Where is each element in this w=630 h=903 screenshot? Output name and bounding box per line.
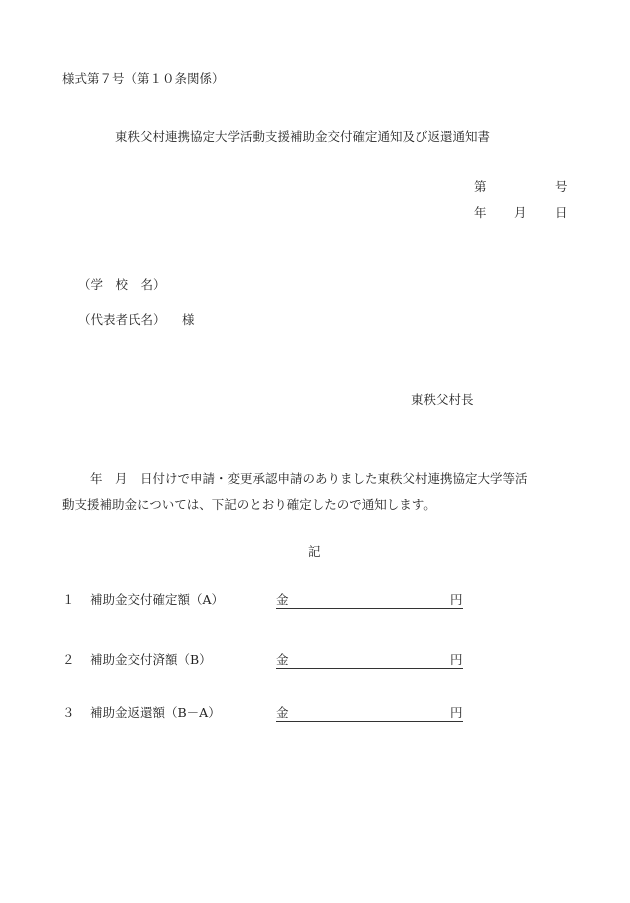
- item-label: 補助金交付確定額（A）: [90, 592, 225, 607]
- amount-kin: 金: [276, 652, 289, 667]
- item-number: ３: [62, 705, 75, 720]
- item-label: 補助金返還額（B－A）: [90, 705, 221, 720]
- body-line-2: 動支援補助金については、下記のとおり確定したので通知します。: [62, 497, 436, 512]
- ki-heading: 記: [308, 544, 321, 559]
- amount-kin: 金: [276, 592, 289, 607]
- representative-label: （代表者氏名）: [78, 312, 166, 327]
- amount-en: 円: [450, 652, 463, 667]
- doc-number-suffix: 号: [555, 179, 568, 194]
- document-title: 東秩父村連携協定大学活動支援補助金交付確定通知及び返還通知書: [115, 129, 491, 144]
- school-name-label: （学 校 名）: [78, 277, 166, 292]
- amount-en: 円: [450, 592, 463, 607]
- sender-name: 東秩父村長: [411, 392, 474, 407]
- body-line-1: 年 月 日付けで申請・変更承認申請のありました東秩父村連携協定大学等活: [90, 471, 528, 486]
- amount-kin: 金: [276, 705, 289, 720]
- honorific: 様: [182, 312, 195, 327]
- amount-underline: [276, 668, 463, 669]
- doc-number-prefix: 第: [474, 179, 487, 194]
- item-label: 補助金交付済額（B）: [90, 652, 212, 667]
- form-number: 様式第７号（第１０条関係）: [62, 71, 225, 86]
- amount-underline: [276, 608, 463, 609]
- date-year: 年: [474, 205, 487, 220]
- date-day: 日: [555, 205, 568, 220]
- item-number: ２: [62, 652, 75, 667]
- amount-en: 円: [450, 705, 463, 720]
- item-number: １: [62, 592, 75, 607]
- amount-underline: [276, 721, 463, 722]
- date-month: 月: [514, 205, 527, 220]
